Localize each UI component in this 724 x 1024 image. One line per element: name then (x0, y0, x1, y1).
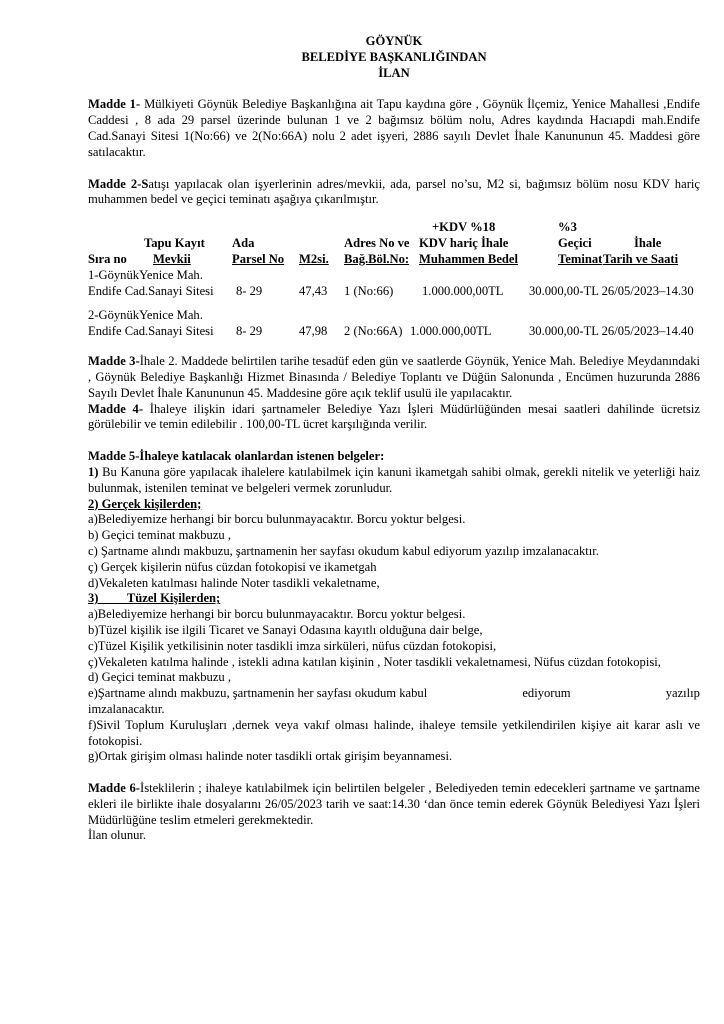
tuzel-item-e-part-3: yazılıp (665, 686, 700, 701)
tuzel-heading-text: Tüzel Kişilerden; (126, 591, 221, 606)
header-gecici-1: %3 (558, 220, 577, 235)
madde-4 (88, 402, 700, 434)
madde-4-text: İhaleye ilişkin idari şartnameler Belediye Yazı İşleri Müdürlüğünden mesai saatleri dahilinde ücretsiz görülebilir ve temin edilebilir . 100,00-TL ücret karşılığında verilir. (88, 401, 700, 432)
table-row-1-m2: 47,43 (299, 284, 328, 299)
madde-4-label: Madde 4- (88, 401, 144, 416)
tuzel-item-d: d) Geçici teminat makbuzu , (88, 670, 232, 685)
gercek-item-b: b) Geçici teminat makbuzu , (88, 528, 232, 543)
header-ihale-1: İhale (634, 236, 662, 251)
table-row-1-location-2: Endife Cad.Sanayi Sitesi (88, 284, 214, 299)
closing-text: İlan olunur. (88, 828, 147, 843)
madde-1 (88, 97, 700, 160)
madde-3-label: Madde 3- (88, 354, 140, 369)
madde-5-item-1-text: Bu Kanuna göre yapılacak ihalelere katılabilmek için kanuni ikametgah sahibi olmak, gerekli nitelik ve yeterliği haiz bulunmak, istenilen teminat ve belgeleri vermek zorunludur. (88, 464, 700, 495)
table-row-2-adres-no: 2 (No:66A) (344, 324, 403, 339)
madde-6-label: Madde 6- (88, 781, 140, 796)
tuzel-item-e-part-2: ediyorum (522, 686, 571, 701)
header-title-3: İLAN (378, 65, 410, 80)
tuzel-num: 3) (88, 591, 99, 606)
header-adres-top: Adres No ve (344, 236, 410, 251)
tuzel-item-f: f)Sivil Toplum Kuruluşları ,dernek veya vakıf olması halinde, ihaleye temsile yetkilendirilen kişiye ait karar aslı ve fotokopisi. (88, 717, 700, 748)
table-row-2-ada-parsel: 8- 29 (236, 324, 263, 339)
table-row-1-teminat-tarih: 30.000,00-TL 26/05/2023–14.30 (529, 284, 694, 299)
header-tapu-top: Tapu Kayıt (144, 236, 205, 251)
madde-3-text: İhale 2. Maddede belirtilen tarihe tesadüf eden gün ve saatlerde Göynük, Yenice Mah. Belediye Meydanındaki , Göynük Belediye Başkanlığı Hizmet Binasında / Belediye Toplantı ve Düğün Salonunda , Encümen huzurunda 2886 Sayılı Devlet İhale Kanununun 45. Maddesine göre açık teklif usulü ile yapılacaktır. (88, 354, 701, 400)
madde-5-item-1-num: 1) (88, 464, 99, 479)
tuzel-item-cc: ç)Vekaleten katılma halinde , istekli adına katılan kişinin , Noter tasdikli vekaletnamesi, Nüfus cüzdan fotokopisi, (88, 654, 661, 669)
madde-6 (88, 781, 700, 828)
announcement-document (88, 34, 700, 844)
tuzel-item-e-cont: imzalanacaktır. (88, 701, 165, 716)
table-row-2-bedel: 1.000.000,00TL (410, 324, 492, 339)
madde-6-text: İsteklilerin ; ihaleye katılabilmek için belirtilen belgeler , Belediyeden temin edecekleri şartname ve şartname ekleri ile birlikte ihale dosyalarını 26/05/2023 tarih ve saat:14.30 ‘dan önce temin ederek Göynük Belediyesi Yazı İşleri Müdürlüğüne teslim etmeleri gerekmektedir. (88, 781, 700, 827)
gercek-item-a: a)Belediyemize herhangi bir borcu bulunmayacaktır. Borcu yoktur belgesi. (88, 512, 466, 527)
table-row-2-teminat-tarih: 30.000,00-TL 26/05/2023–14.40 (529, 324, 694, 339)
gercek-item-d: d)Vekaleten katılması halinde Noter tasdikli vekaletname, (88, 575, 380, 590)
tuzel-item-b: b)Tüzel kişilik ise ilgili Ticaret ve Sanayi Odasına kayıtlı olduğuna dair belge, (88, 622, 483, 637)
header-kdv-3: Muhammen Bedel (419, 252, 518, 267)
gercek-kisiler-heading: 2) Gerçek kişilerden; (88, 496, 202, 511)
header-mevkii: Mevkii (153, 252, 191, 267)
header-sira-no: Sıra no (88, 252, 127, 267)
header-title-1: GÖYNÜK (365, 34, 423, 48)
header-ihale-2: Tarih ve Saati (603, 252, 679, 267)
madde-5-heading: Madde 5-İhaleye katılacak olanlardan istenen belgeler: (88, 449, 385, 464)
header-gecici-3: Teminat (558, 252, 603, 267)
gercek-item-c: c) Şartname alındı makbuzu, şartnamenin her sayfası okudum kabul ediyorum yazılıp imzalanacaktır. (88, 543, 599, 558)
header-ada-top: Ada (232, 236, 255, 251)
tuzel-item-e (88, 686, 700, 702)
gercek-item-cc: ç) Gerçek kişilerin nüfus cüzdan fotokopisi ve ikametgah (88, 559, 377, 574)
table-row-1-adres-no: 1 (No:66) (344, 284, 394, 299)
tuzel-item-c: c)Tüzel Kişilik yetkilisinin noter tasdikli imza sirküleri, nüfus cüzdan fotokopisi, (88, 638, 497, 653)
table-row-1-ada-parsel: 8- 29 (236, 284, 263, 299)
table-row-1-location-1: 1-GöynükYenice Mah. (88, 268, 203, 283)
table-row-2-location-2: Endife Cad.Sanayi Sitesi (88, 324, 214, 339)
header-adres-bottom: Bağ.Böl.No: (344, 252, 410, 267)
madde-5-item-1 (88, 465, 700, 497)
property-table (88, 208, 700, 340)
table-row-1-bedel: 1.000.000,00TL (422, 284, 504, 299)
tuzel-item-a: a)Belediyemize herhangi bir borcu bulunmayacaktır. Borcu yoktur belgesi. (88, 607, 466, 622)
madde-1-label: Madde 1- (88, 97, 141, 112)
header-m2: M2si. (299, 252, 329, 267)
header-gecici-2: Geçici (558, 236, 592, 251)
madde-2-text: atışı yapılacak olan işyerlerinin adres/mevkii, ada, parsel no’su, M2 si, bağımsız bölüm nosu KDV hariç muhammen bedel ve geçici teminatı aşağıya çıkarılmıştır. (88, 176, 700, 207)
tuzel-kisiler-heading (88, 591, 700, 607)
tuzel-item-e-part-1: e)Şartname alındı makbuzu, şartnamenin her sayfası okudum kabul (88, 686, 428, 701)
header-kdv-2: KDV hariç İhale (419, 236, 509, 251)
madde-2-label: Madde 2-S (88, 176, 149, 191)
tuzel-item-g: g)Ortak girişim olması halinde noter tasdikli ortak girişim beyannamesi. (88, 749, 453, 764)
table-row-2-location-1: 2-GöynükYenice Mah. (88, 308, 203, 323)
table-row-2-m2: 47,98 (299, 324, 328, 339)
madde-2 (88, 177, 700, 209)
header-kdv-1: +KDV %18 (432, 220, 496, 235)
madde-3 (88, 354, 700, 401)
madde-1-text: Mülkiyeti Göynük Belediye Başkanlığına ait Tapu kaydına göre , Göynük İlçemiz, Yenice Mahallesi ,Endife Caddesi , 8 ada 29 parsel üzerinde bulunan 1 ve 2 bağımsız bölüm nolu, Adres kaydında Hacıapdi mah.Endife Cad.Sanayi Sitesi 1(No:66) ve 2(No:66A) nolu 2 adet işyeri, 2886 sayılı Devlet İhale Kanununun 45. Maddesi göre satılacaktır. (88, 97, 701, 159)
header-title-2: BELEDİYE BAŞKANLIĞINDAN (301, 49, 487, 64)
header-parsel-no: Parsel No (232, 252, 285, 267)
